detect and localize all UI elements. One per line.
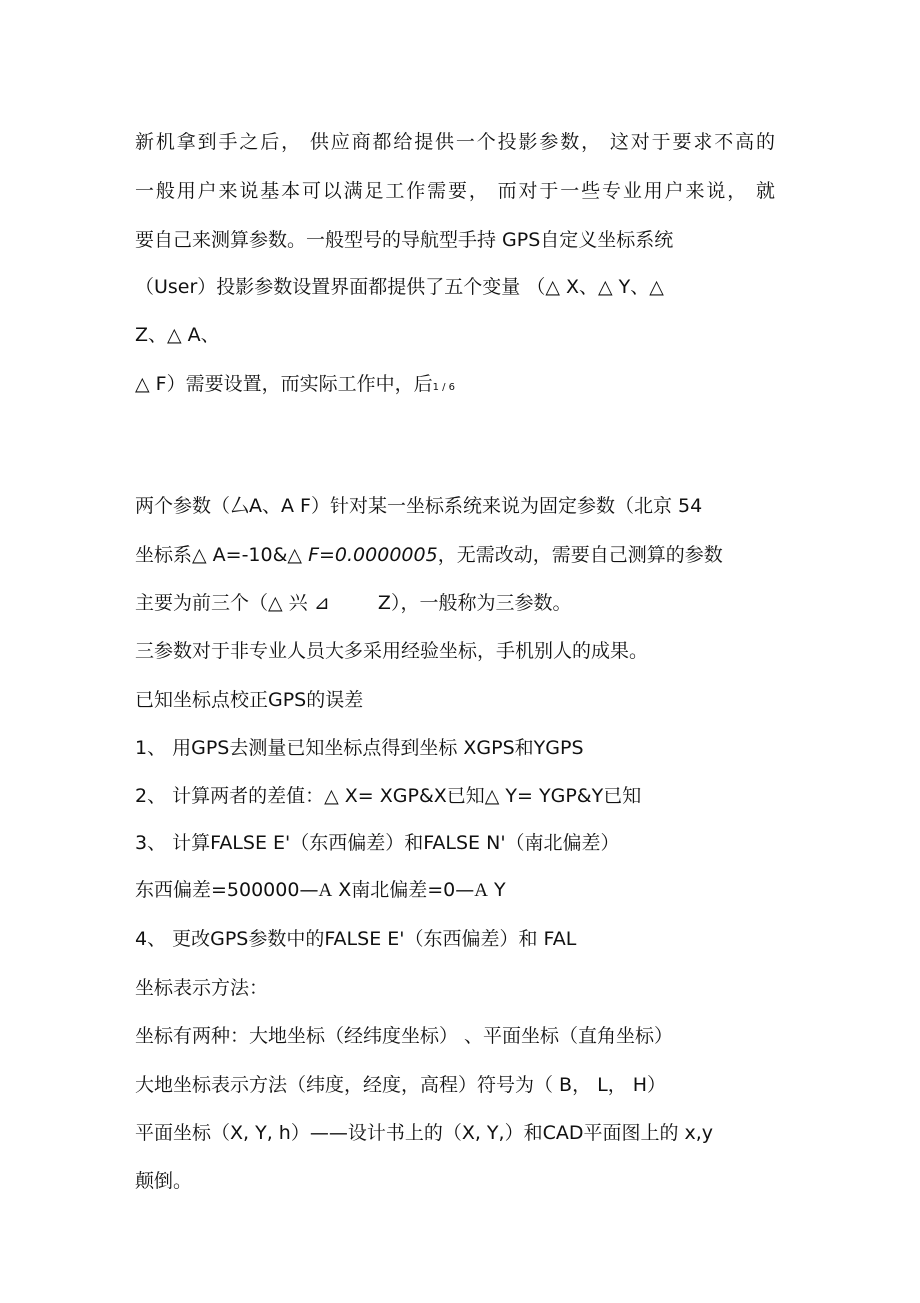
paragraph-line: 颠倒。 (135, 1170, 193, 1192)
paragraph-text: ，无需改动，需要自己测算的参数 (437, 544, 723, 566)
paragraph-line: 三参数对于非专业人员大多采用经验坐标，手机别人的成果。 (135, 640, 649, 662)
symbol-text: A (474, 880, 488, 901)
paragraph-line: 一般用户来说基本可以满足工作需要， 而对于一些专业用户来说， 就 (135, 180, 775, 202)
section-heading: 坐标表示方法： (135, 977, 269, 999)
paragraph-text: Y (488, 879, 506, 901)
paragraph-line: 坐标有两种：大地坐标（经纬度坐标） 、平面坐标（直角坐标） (135, 1025, 674, 1047)
paragraph-line (135, 878, 775, 903)
paragraph-line: 两个参数（厶A、A F）针对某一坐标系统来说为固定参数（北京 54 (135, 495, 703, 517)
page-number: 1 / 6 (432, 382, 456, 393)
list-item: 3、 计算FALSE E'（东西偏差）和FALSE N'（南北偏差） (135, 832, 620, 854)
paragraph-text: 坐标系△ A=-10&△ (135, 544, 309, 566)
paragraph-text: 东西偏差=500000— (135, 879, 319, 901)
paragraph-text: △ F）需要设置，而实际工作中，后 (135, 373, 433, 395)
list-item: 4、 更改GPS参数中的FALSE E'（东西偏差）和 FAL (135, 928, 577, 950)
section-heading: 已知坐标点校正GPS的误差 (135, 689, 364, 711)
paragraph-line: Z、△ A、 (135, 324, 220, 346)
symbol-text: A (318, 880, 333, 901)
paragraph-line (135, 372, 775, 400)
paragraph-line: （User）投影参数设置界面都提供了五个变量 （△ X、△ Y、△ (135, 276, 664, 298)
paragraph-line: 要自己来测算参数。一般型号的导航型手持 GPS自定义坐标系统 (135, 229, 674, 251)
list-item: 1、 用GPS去测量已知坐标点得到坐标 XGPS和YGPS (135, 737, 584, 759)
list-item: 2、 计算两者的差值：△ X= XGP&X已知△ Y= YGP&Y已知 (135, 785, 642, 807)
formula-text: F=0.0000005 (308, 544, 438, 566)
paragraph-line: 主要为前三个（△ 兴 ⊿ Z），一般称为三参数。 (135, 592, 572, 614)
paragraph-line (135, 543, 775, 567)
paragraph-line: 平面坐标（X, Y, h）——设计书上的（X, Y,）和CAD平面图上的 x,y (135, 1122, 714, 1144)
paragraph-line: 大地坐标表示方法（纬度，经度，高程）符号为（ B， L， H） (135, 1074, 667, 1096)
paragraph-line: 新机拿到手之后， 供应商都给提供一个投影参数， 这对于要求不高的 (135, 131, 775, 153)
paragraph-text: X南北偏差=0— (332, 879, 475, 901)
